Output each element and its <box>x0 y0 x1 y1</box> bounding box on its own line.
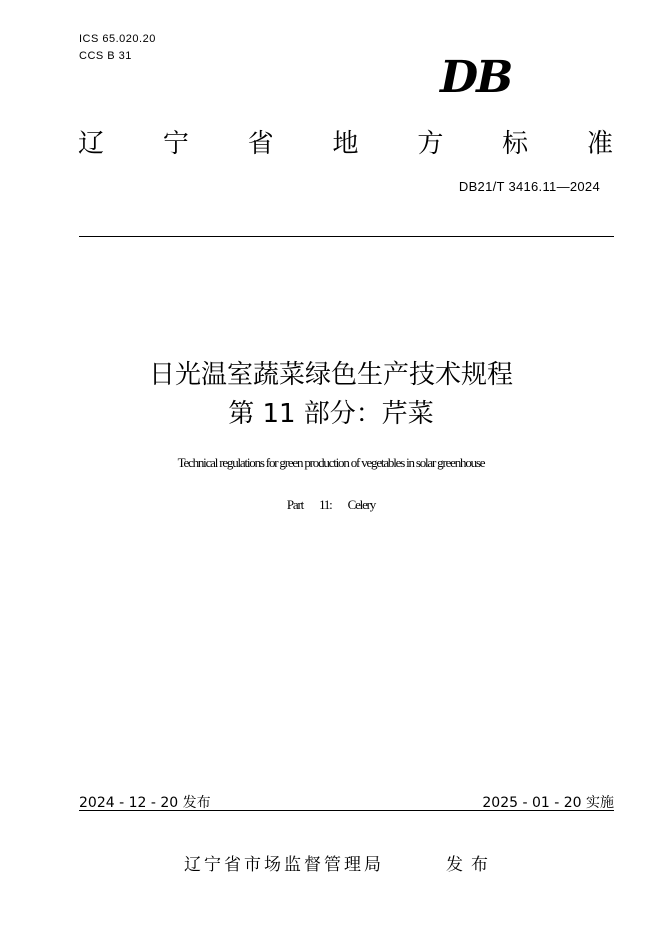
standard-type-char: 准 <box>586 129 613 159</box>
bottom-divider <box>79 810 614 811</box>
english-part-title: Part 11: Celery <box>286 497 376 512</box>
standard-type-char: 省 <box>247 129 274 159</box>
standard-type-heading <box>78 126 613 162</box>
issue-date: 2024 - 12 - 20 发布 <box>79 795 211 811</box>
standard-number: DB21/T 3416.11—2024 <box>458 179 600 194</box>
standard-type-char: 地 <box>332 129 359 159</box>
english-title: Technical regulations for green production of vegetables in solar greenhouse <box>177 455 485 470</box>
chinese-title-line1: 日光温室蔬菜绿色生产技术规程 <box>148 360 513 390</box>
issuing-action: 发布 <box>446 855 496 875</box>
top-divider <box>79 236 614 237</box>
standard-type-char: 辽 <box>78 129 105 159</box>
ics-code: ICS 65.020.20 <box>79 33 156 45</box>
standard-type-char: 标 <box>502 129 529 159</box>
standard-type-char: 宁 <box>162 129 189 159</box>
standard-type-char: 方 <box>417 129 444 159</box>
ccs-code: CCS B 31 <box>79 50 132 62</box>
chinese-title-line2: 第 11 部分：芹菜 <box>228 399 434 429</box>
issuing-authority: 辽宁省市场监督管理局 <box>184 855 384 875</box>
implementation-date: 2025 - 01 - 20 实施 <box>482 795 614 811</box>
db-logo: DB <box>440 52 512 103</box>
